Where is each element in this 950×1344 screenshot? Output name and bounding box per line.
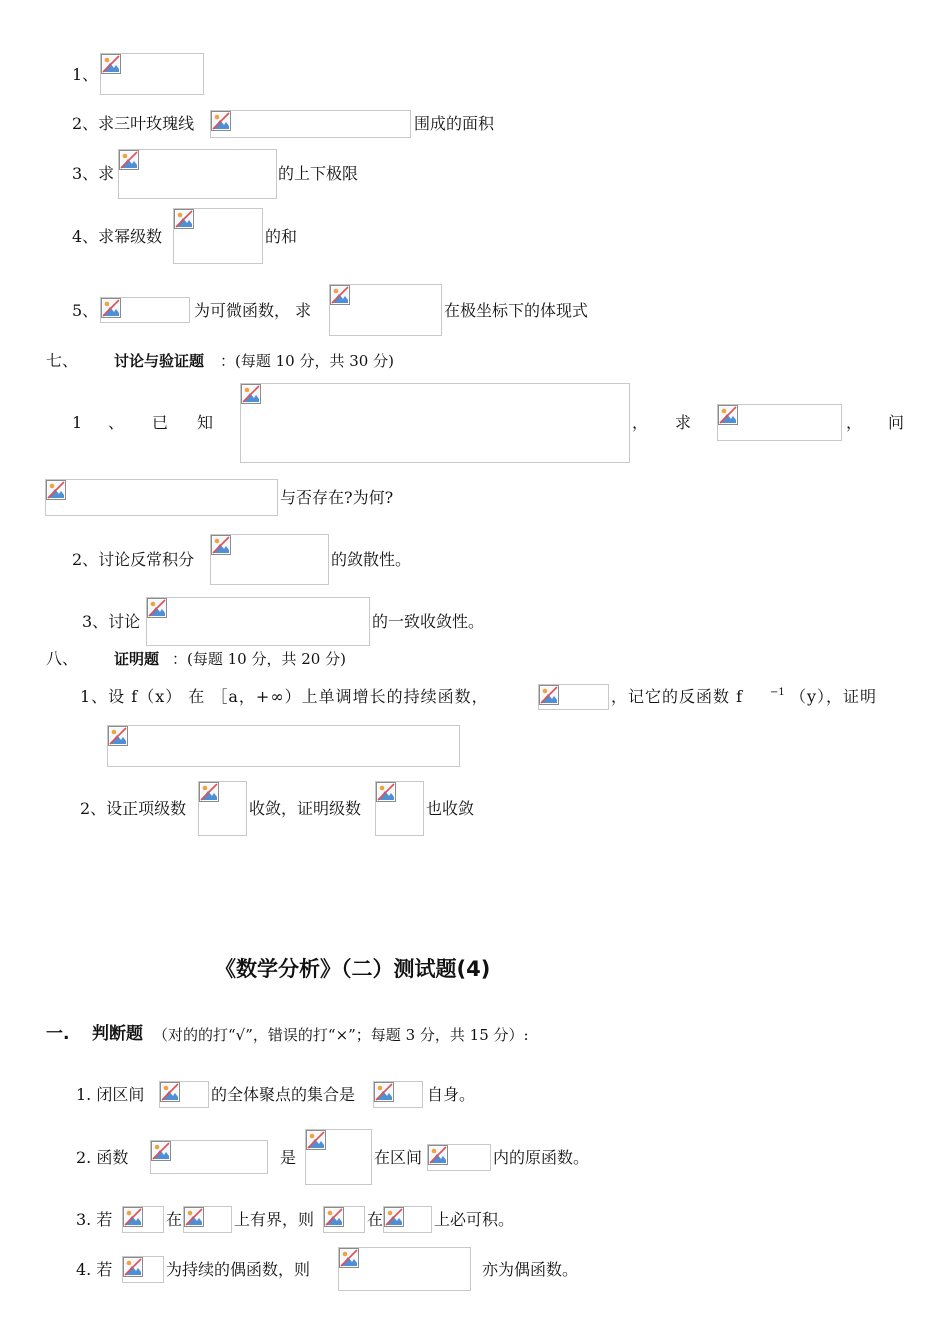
formula-image [210, 534, 329, 585]
question-6-4-text: 4、求幂级数 [72, 227, 163, 246]
question-6-5-text: 为可微函数， 求 [194, 301, 312, 320]
question-6-2-text: 2、求三叶玫瑰线 [72, 114, 195, 133]
question-7-3-text: 3、讨论 [82, 612, 141, 631]
judgement-3-tail: 上必可积。 [434, 1210, 515, 1229]
broken-image-icon [339, 1248, 359, 1268]
formula-image [173, 208, 263, 264]
formula-image [122, 1206, 164, 1233]
broken-image-icon [174, 209, 194, 229]
question-8-1-text: ，记它的反函数 f [611, 687, 744, 706]
judgement-4-text: 4. 若 [76, 1260, 113, 1279]
broken-image-icon [211, 535, 231, 555]
formula-image [717, 404, 842, 441]
judgement-3-text: 在 [367, 1210, 384, 1229]
section-7-note: ：(每题 10 分，共 30 分) [220, 352, 394, 370]
question-7-1-text: ， [632, 413, 649, 432]
question-7-1-text: 问 [888, 413, 905, 432]
question-7-1-text: ， [846, 413, 863, 432]
test-title: 《数学分析》（二）测试题(4) [215, 957, 491, 981]
question-7-1-text: 已 [152, 413, 169, 432]
broken-image-icon [241, 384, 261, 404]
judgement-1-text: 的全体聚点的集合是 [211, 1085, 356, 1104]
broken-image-icon [147, 598, 167, 618]
formula-image [146, 597, 370, 646]
formula-image [373, 1081, 423, 1108]
broken-image-icon [123, 1207, 143, 1227]
judgement-2-tail: 内的原函数。 [493, 1148, 590, 1167]
inverse-superscript: −1 [770, 687, 785, 698]
question-6-4-tail: 的和 [265, 227, 298, 246]
judgement-1-tail: 自身。 [427, 1085, 476, 1104]
broken-image-icon [211, 111, 231, 131]
broken-image-icon [539, 685, 559, 705]
section-1-heading: 判断题 [92, 1024, 143, 1044]
question-8-1-text: 1、设 f（x） 在 ［a，+∞）上单调增长的持续函数， [80, 687, 489, 706]
formula-image [427, 1144, 491, 1171]
section-8-heading: 证明题 [114, 650, 160, 668]
formula-image [122, 1256, 164, 1283]
formula-image [118, 149, 277, 199]
formula-image [375, 781, 424, 836]
formula-image [329, 284, 442, 336]
broken-image-icon [376, 782, 396, 802]
judgement-2-text: 在区间 [374, 1148, 423, 1167]
broken-image-icon [324, 1207, 344, 1227]
broken-image-icon [101, 54, 121, 74]
question-8-2-tail: 也收敛 [426, 799, 475, 818]
judgement-4-text: 为持续的偶函数，则 [166, 1260, 311, 1279]
question-7-2-tail: 的敛散性。 [331, 550, 412, 569]
judgement-2-text: 是 [280, 1148, 297, 1167]
broken-image-icon [718, 405, 738, 425]
broken-image-icon [184, 1207, 204, 1227]
question-7-1-text: 求 [675, 413, 692, 432]
formula-image [100, 297, 190, 323]
formula-image [240, 383, 630, 463]
formula-image [183, 1206, 232, 1233]
formula-image [210, 110, 411, 138]
formula-image [383, 1206, 432, 1233]
question-8-2-text: 2、设正项级数 [80, 799, 187, 818]
formula-image [100, 53, 204, 95]
section-1-note: （对的的打“√”，错误的打“×”；每题 3 分，共 15 分）: [153, 1026, 529, 1044]
formula-image [45, 479, 278, 516]
broken-image-icon [46, 480, 66, 500]
section-8-note: ：(每题 10 分，共 20 分) [172, 650, 346, 668]
broken-image-icon [306, 1130, 326, 1150]
broken-image-icon [374, 1082, 394, 1102]
question-7-1-number: 1 [72, 413, 83, 432]
question-6-3-text: 3、求 [72, 164, 115, 183]
broken-image-icon [160, 1082, 180, 1102]
question-7-1-tail: 与否存在?为何? [280, 488, 394, 507]
broken-image-icon [330, 285, 350, 305]
judgement-4-tail: 亦为偶函数。 [482, 1260, 579, 1279]
judgement-3-text: 3. 若 [76, 1210, 113, 1229]
question-7-1-text: 、 [108, 413, 125, 432]
judgement-3-text: 上有界，则 [234, 1210, 315, 1229]
broken-image-icon [428, 1145, 448, 1165]
broken-image-icon [384, 1207, 404, 1227]
question-7-3-tail: 的一致收敛性。 [372, 612, 485, 631]
formula-image [323, 1206, 365, 1233]
judgement-2-text: 2. 函数 [76, 1148, 129, 1167]
formula-image [338, 1247, 471, 1291]
question-6-2-tail: 围成的面积 [414, 114, 495, 133]
formula-image [198, 781, 247, 836]
formula-image [150, 1140, 268, 1174]
question-7-2-text: 2、讨论反常积分 [72, 550, 195, 569]
question-6-3-tail: 的上下极限 [278, 164, 359, 183]
question-6-5-number: 5、 [72, 301, 99, 320]
question-6-5-tail: 在极坐标下的体现式 [444, 301, 589, 320]
judgement-3-text: 在 [166, 1210, 183, 1229]
formula-image [305, 1129, 372, 1185]
broken-image-icon [123, 1257, 143, 1277]
question-8-2-text: 收敛，证明级数 [249, 799, 362, 818]
question-7-1-text: 知 [197, 413, 214, 432]
question-6-1-number: 1、 [72, 65, 99, 84]
judgement-1-text: 1. 闭区间 [76, 1085, 145, 1104]
formula-image [538, 684, 609, 710]
broken-image-icon [199, 782, 219, 802]
broken-image-icon [119, 150, 139, 170]
section-1-number: 一. [46, 1024, 70, 1044]
question-8-1-text: （y），证明 [790, 687, 878, 706]
formula-image [107, 725, 460, 767]
section-8-number: 八、 [46, 649, 79, 668]
formula-image [159, 1081, 209, 1108]
section-7-heading: 讨论与验证题 [114, 352, 205, 370]
broken-image-icon [101, 298, 121, 318]
broken-image-icon [108, 726, 128, 746]
broken-image-icon [151, 1141, 171, 1161]
section-7-number: 七、 [46, 351, 79, 370]
